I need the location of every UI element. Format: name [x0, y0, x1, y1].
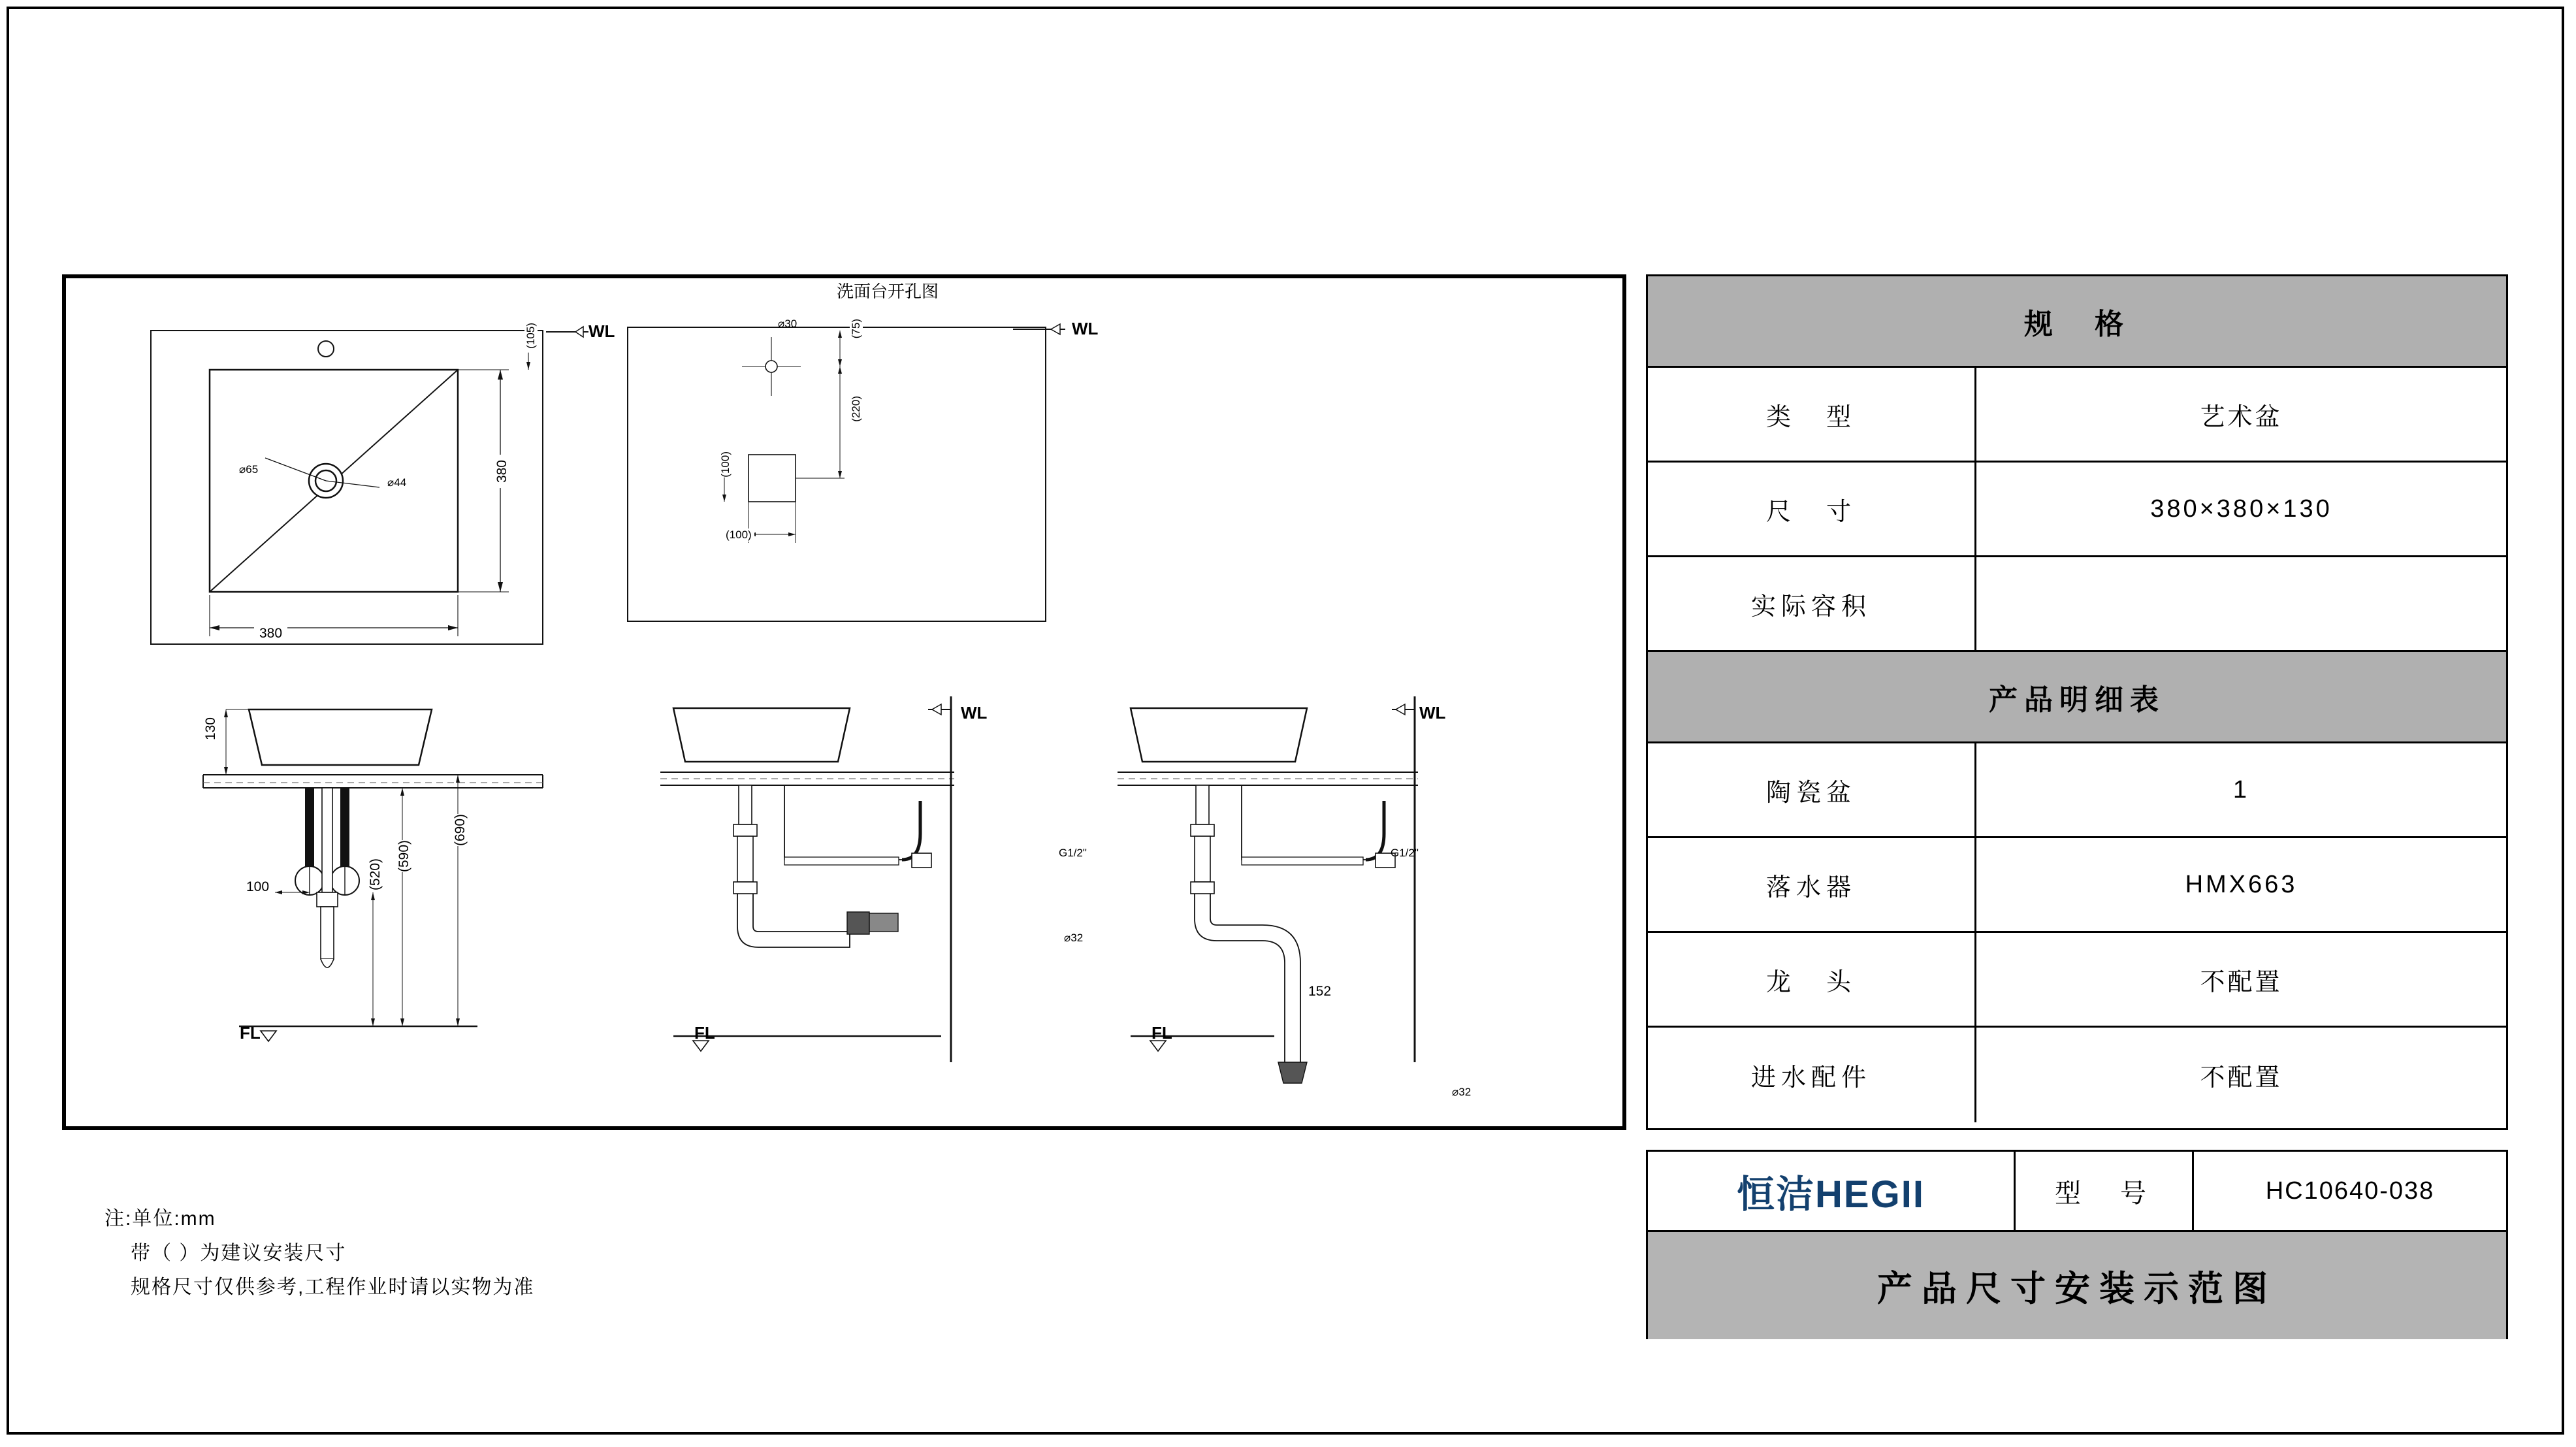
spec-label-inlet-parts: 进水配件	[1648, 1028, 1976, 1122]
title-block-top-row	[1648, 1152, 2506, 1232]
label-side-a-d32: ⌀32	[1064, 932, 1084, 944]
label-front-x100: 100	[244, 879, 272, 895]
note-line-3: 规格尺寸仅供参考,工程作业时请以实物为准	[131, 1276, 535, 1298]
label-front-h590: (590)	[396, 840, 411, 873]
label-cutout-220: (220)	[850, 396, 862, 422]
spec-row-size	[1648, 463, 2506, 557]
label-side-b-d32: ⌀32	[1452, 1086, 1472, 1098]
spec-label-size: 尺 寸	[1648, 463, 1976, 555]
drawing-panel	[62, 274, 1626, 1130]
label-cutout-wl: WL	[1072, 319, 1099, 338]
label-top-edge-105: (105)	[524, 319, 538, 353]
drawing-title: 产品尺寸安装示范图	[1648, 1232, 2506, 1339]
label-side-a-wl: WL	[961, 703, 988, 723]
label-dia44: ⌀44	[387, 476, 407, 489]
label-cutout-dia30: ⌀30	[778, 317, 797, 330]
spec-value-ceramic-basin: 1	[2232, 775, 2250, 804]
brand-logo	[1648, 1152, 2016, 1230]
label-side-a-fl: FL	[694, 1023, 715, 1043]
spec-value-inlet-parts: 不配置	[2200, 1064, 2283, 1092]
spec-value-size: 380×380×130	[2150, 495, 2332, 523]
spec-table-subheader: 产品明细表	[1648, 652, 2506, 743]
spec-row-inlet-parts	[1648, 1028, 2506, 1122]
spec-row-drainer	[1648, 838, 2506, 933]
spec-row-faucet	[1648, 933, 2506, 1028]
notes-block	[105, 1202, 534, 1305]
model-value: HC10640-038	[2265, 1177, 2435, 1205]
label-top-depth: 380	[494, 455, 510, 488]
label-top-wl: WL	[588, 321, 615, 341]
note-line-2: 带（ ）为建议安装尺寸	[131, 1242, 347, 1264]
side-section-b-drawing	[1111, 696, 1516, 1141]
label-dia65: ⌀65	[239, 463, 259, 476]
label-side-a-g12: G1/2"	[1059, 847, 1087, 859]
cutout-drawing	[608, 291, 1078, 657]
label-side-b-wl: WL	[1419, 703, 1446, 723]
spec-label-ceramic-basin: 陶瓷盆	[1648, 743, 1976, 836]
label-cutout-x100: (100)	[723, 528, 754, 542]
spec-row-ceramic-basin	[1648, 743, 2506, 838]
cutout-title: 洗面台开孔图	[837, 282, 939, 301]
label-side-b-fl: FL	[1151, 1023, 1172, 1043]
label-side-b-g12: G1/2"	[1391, 847, 1419, 859]
label-front-fl: FL	[240, 1023, 261, 1043]
spec-label-type: 类 型	[1648, 368, 1976, 461]
label-top-width: 380	[254, 626, 287, 642]
spec-value-drainer: HMX663	[2185, 870, 2298, 898]
spec-value-type: 艺术盆	[2200, 403, 2283, 431]
spec-label-faucet: 龙 头	[1648, 933, 1976, 1026]
label-front-h130: 130	[203, 717, 218, 741]
label-front-h690: (690)	[453, 814, 468, 847]
spec-row-capacity	[1648, 557, 2506, 652]
spec-label-drainer: 落水器	[1648, 838, 1976, 931]
model-label: 型 号	[2016, 1152, 2194, 1230]
front-section-drawing	[177, 696, 621, 1114]
spec-value-capacity	[1976, 557, 2506, 650]
label-front-h520: (520)	[368, 858, 383, 891]
spec-table	[1646, 274, 2508, 1130]
brand-logo-text: 恒洁HEGII	[1737, 1173, 1925, 1216]
spec-row-type	[1648, 368, 2506, 463]
label-cutout-y100: (100)	[719, 451, 732, 478]
spec-value-faucet: 不配置	[2200, 968, 2283, 996]
top-view-drawing	[118, 291, 641, 670]
label-side-b-152: 152	[1308, 984, 1332, 999]
note-line-1: 注:单位:mm	[105, 1208, 216, 1229]
side-section-a-drawing	[654, 696, 1059, 1114]
spec-label-capacity: 实际容积	[1648, 557, 1976, 650]
title-block	[1646, 1150, 2508, 1339]
spec-table-header: 规 格	[1648, 276, 2506, 368]
label-cutout-75: (75)	[850, 319, 862, 339]
